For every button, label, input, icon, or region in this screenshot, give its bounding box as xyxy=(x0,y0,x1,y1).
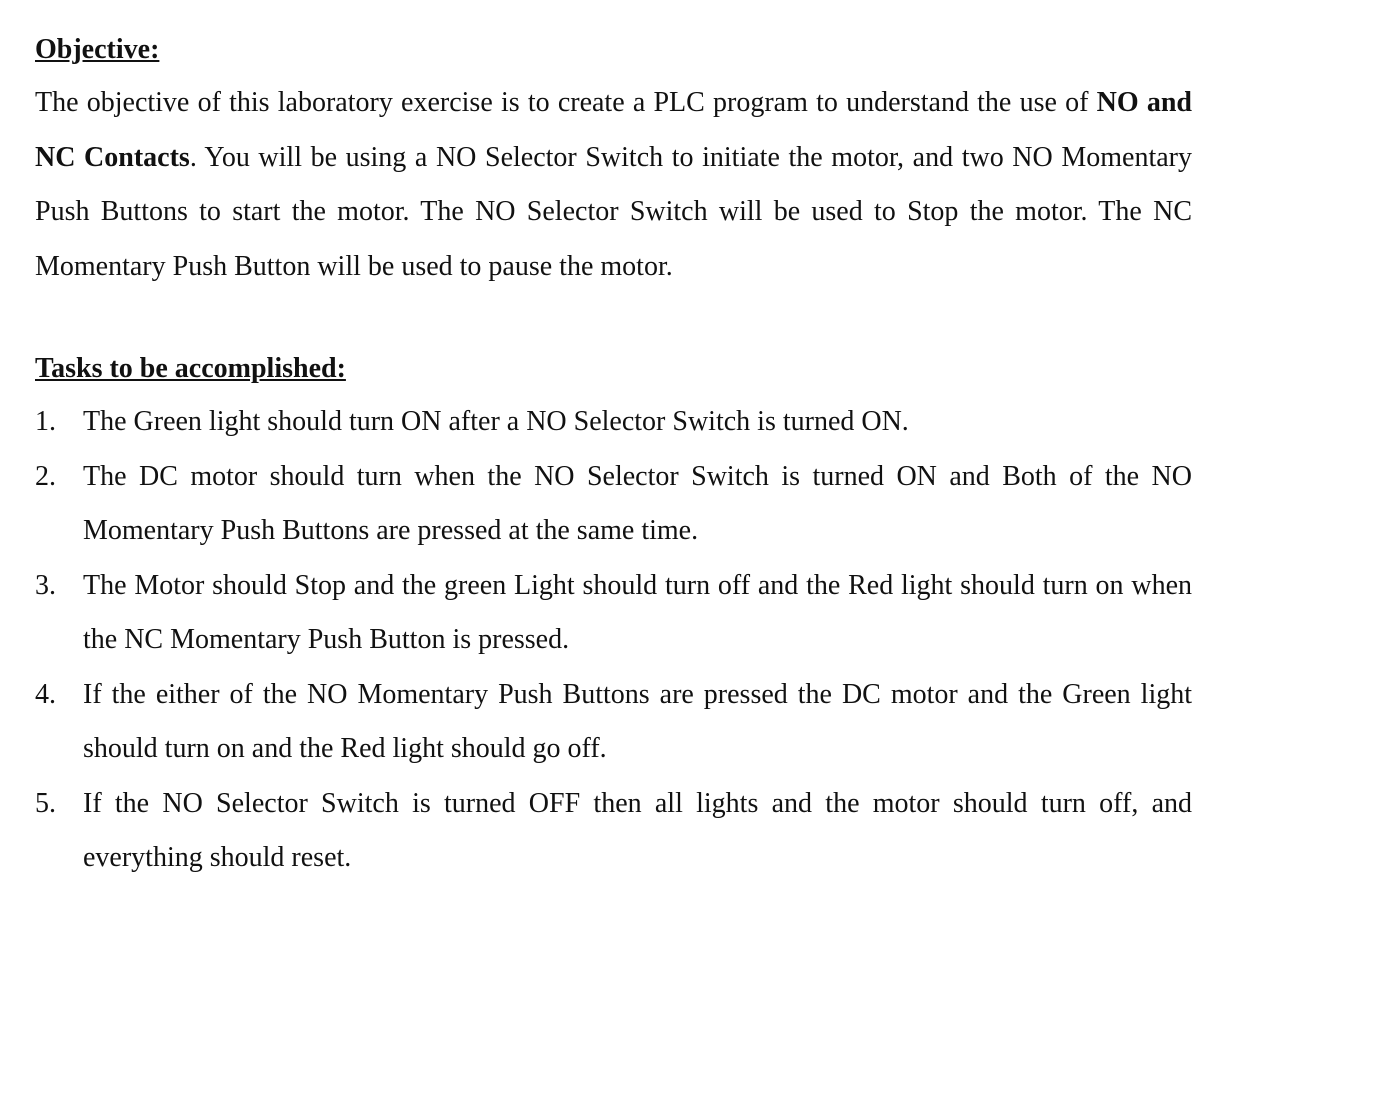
task-number: 4. xyxy=(35,678,56,710)
task-item xyxy=(35,777,1192,886)
objective-text-end: . You will be using a NO Selector Switch to initiate the motor, and two NO Momentary Push Buttons to start the motor. The NO Selector Switch will be used to Stop the motor. The NC Momentary Push Button will be used to pause the motor. xyxy=(35,141,1192,282)
objective-paragraph xyxy=(35,76,1192,294)
task-text: The Motor should Stop and the green Light should turn off and the Red light should turn on when the NC Momentary Push Button is pressed. xyxy=(83,569,1192,655)
task-number: 3. xyxy=(35,569,56,601)
task-number: 1. xyxy=(35,406,56,437)
task-number: 5. xyxy=(35,787,56,819)
objective-bold-term: NO and NC Contacts xyxy=(35,87,1192,173)
tasks-list xyxy=(35,395,1192,886)
task-item xyxy=(35,395,1192,450)
document-page xyxy=(35,28,1192,886)
task-text: The DC motor should turn when the NO Selector Switch is turned ON and Both of the NO Momentary Push Buttons are pressed at the same time. xyxy=(83,460,1192,546)
objective-text-start: The objective of this laboratory exercise is to create a PLC program to understand the use of xyxy=(35,87,1097,118)
task-item xyxy=(35,450,1192,559)
tasks-heading: Tasks to be accomplished: xyxy=(35,353,346,384)
task-number: 2. xyxy=(35,460,56,492)
task-text: If the NO Selector Switch is turned OFF then all lights and the motor should turn off, and everything should reset. xyxy=(83,787,1192,873)
task-text: If the either of the NO Momentary Push Buttons are pressed the DC motor and the Green light should turn on and the Red light should go off. xyxy=(83,678,1192,764)
task-item xyxy=(35,559,1192,668)
objective-heading: Objective: xyxy=(35,34,160,65)
task-text: The Green light should turn ON after a NO Selector Switch is turned ON. xyxy=(83,406,909,437)
task-item xyxy=(35,668,1192,777)
